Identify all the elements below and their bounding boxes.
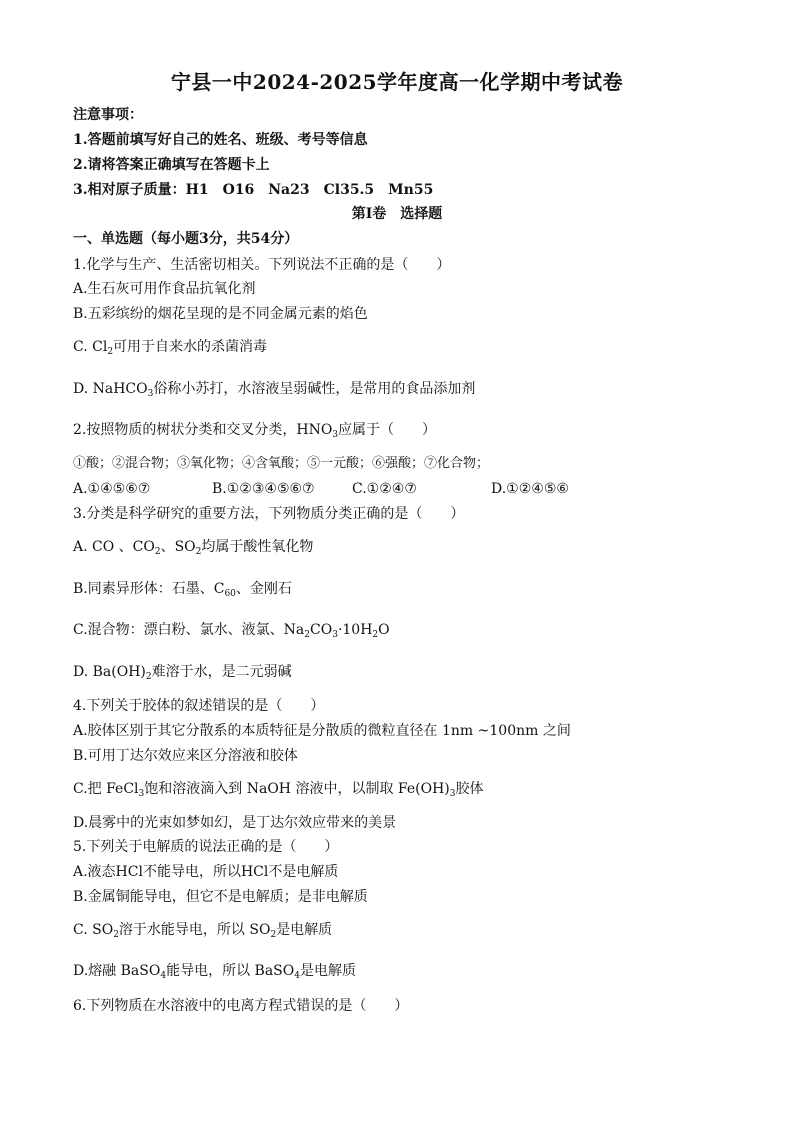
q1-option-b: B.五彩缤纷的烟花呈现的是不同金属元素的焰色 [73, 306, 368, 322]
q5-option-d [73, 962, 356, 980]
text-part: D. NaHCO [73, 381, 148, 397]
text-part: 2.按照物质的树状分类和交叉分类，HNO [73, 422, 333, 438]
q1-option-d [73, 380, 475, 398]
q5-option-b: B.金属铜能导电，但它不是电解质；是非电解质 [73, 889, 368, 905]
text-part: 、SO [160, 539, 196, 555]
subscript: 3 [332, 630, 338, 640]
subscript: 2 [145, 672, 152, 682]
q2-option-c: C.①②④⑦ [352, 481, 417, 497]
text-part: D. Ba(OH) [73, 664, 146, 680]
text-part: 应属于（ ） [338, 422, 437, 438]
subscript: 2 [107, 347, 114, 357]
subscript: 2 [270, 930, 277, 940]
subscript: 2 [195, 547, 202, 557]
q6-stem: 6.下列物质在水溶液中的电离方程式错误的是（ ） [73, 998, 409, 1014]
subscript: 4 [294, 971, 300, 981]
q4-option-d: D.晨雾中的光束如梦如幻，是丁达尔效应带来的美景 [73, 815, 397, 831]
subscript: 3 [449, 789, 456, 799]
q2-option-a: A.①④⑤⑥⑦ [73, 481, 151, 497]
subscript: 3 [332, 430, 339, 440]
q3-option-b [73, 580, 292, 598]
q2-option-d: D.①②④⑤⑥ [491, 481, 569, 497]
q4-stem: 4.下列关于胶体的叙述错误的是（ ） [73, 698, 325, 714]
subscript: 3 [138, 789, 145, 799]
q5-option-c [73, 921, 332, 939]
subscript: 60 [224, 589, 236, 599]
q1-option-a: A.生石灰可用作食品抗氧化剂 [73, 281, 256, 297]
subscript: 3 [147, 389, 154, 399]
text-part: A. CO 、CO [73, 539, 155, 555]
text-part: 、金刚石 [235, 581, 292, 597]
text-part: C.把 FeCl [73, 781, 139, 797]
text-part: 俗称小苏打，水溶液呈弱碱性，是常用的食品添加剂 [153, 381, 476, 397]
text-part: 能导电，所以 BaSO [166, 963, 295, 979]
subscript: 2 [304, 630, 310, 640]
subscript: 2 [372, 630, 379, 640]
text-part: C. SO [73, 922, 114, 938]
text-part: ·10H [337, 622, 373, 638]
text-part: 溶于水能导电，所以 SO [118, 922, 271, 938]
text-part: 难溶于水，是二元弱碱 [151, 664, 292, 680]
q1-stem: 1.化学与生产、生活密切相关。下列说法不正确的是（ ） [73, 257, 451, 273]
text-part: 是电解质 [276, 922, 333, 938]
subscript: 2 [154, 547, 161, 557]
notice-item-1: 1.答题前填写好自己的姓名、班级、考号等信息 [73, 132, 368, 148]
q5-option-a: A.液态HCl不能导电，所以HCl不是电解质 [73, 864, 339, 880]
q2-option-b: B.①②③④⑤⑥⑦ [212, 481, 315, 497]
q4-option-b: B.可用丁达尔效应来区分溶液和胶体 [73, 748, 298, 764]
text-part: CO [310, 622, 333, 638]
q3-option-d [73, 663, 292, 681]
q2-item-list: ①酸；②混合物；③氧化物；④含氧酸；⑤一元酸；⑥强酸；⑦化合物； [73, 456, 490, 471]
section-title: 一、单选题（每小题3分，共54分） [73, 231, 299, 247]
subscript: 4 [160, 971, 167, 981]
text-part: 饱和溶液滴入到 NaOH 溶液中，以制取 Fe(OH) [144, 781, 450, 797]
q1-option-c [73, 338, 267, 356]
notice-heading: 注意事项： [73, 107, 143, 123]
q2-stem [73, 421, 436, 439]
notice-item-2: 2.请将答案正确填写在答题卡上 [73, 157, 270, 173]
text-part: 均属于酸性氧化物 [201, 539, 314, 555]
text-part: C.混合物：漂白粉、氯水、液氯、Na [73, 622, 305, 638]
q5-stem: 5.下列关于电解质的说法正确的是（ ） [73, 839, 339, 855]
q4-option-c [73, 780, 484, 798]
text-part: D.熔融 BaSO [73, 963, 161, 979]
text-part: O [378, 622, 390, 638]
text-part: 可用于自来水的杀菌消毒 [113, 339, 268, 355]
notice-item-3: 3.相对原子质量：H1 O16 Na23 Cl35.5 Mn55 [73, 182, 434, 198]
exam-title: 宁县一中2024-2025学年度高一化学期中考试卷 [170, 70, 624, 94]
text-part: 胶体 [455, 781, 484, 797]
text-part: 是电解质 [299, 963, 356, 979]
text-part: B.同素异形体：石墨、C [73, 581, 225, 597]
q3-option-a [73, 538, 313, 556]
q4-option-a: A.胶体区别于其它分散系的本质特征是分散质的微粒直径在 1nm ~100nm 之间 [73, 723, 571, 739]
q3-stem: 3.分类是科学研究的重要方法，下列物质分类正确的是（ ） [73, 506, 465, 522]
q3-option-c [73, 621, 390, 639]
subscript: 2 [113, 930, 119, 940]
text-part: C. Cl [73, 339, 108, 355]
volume-title: 第Ⅰ卷 选择题 [351, 206, 443, 222]
